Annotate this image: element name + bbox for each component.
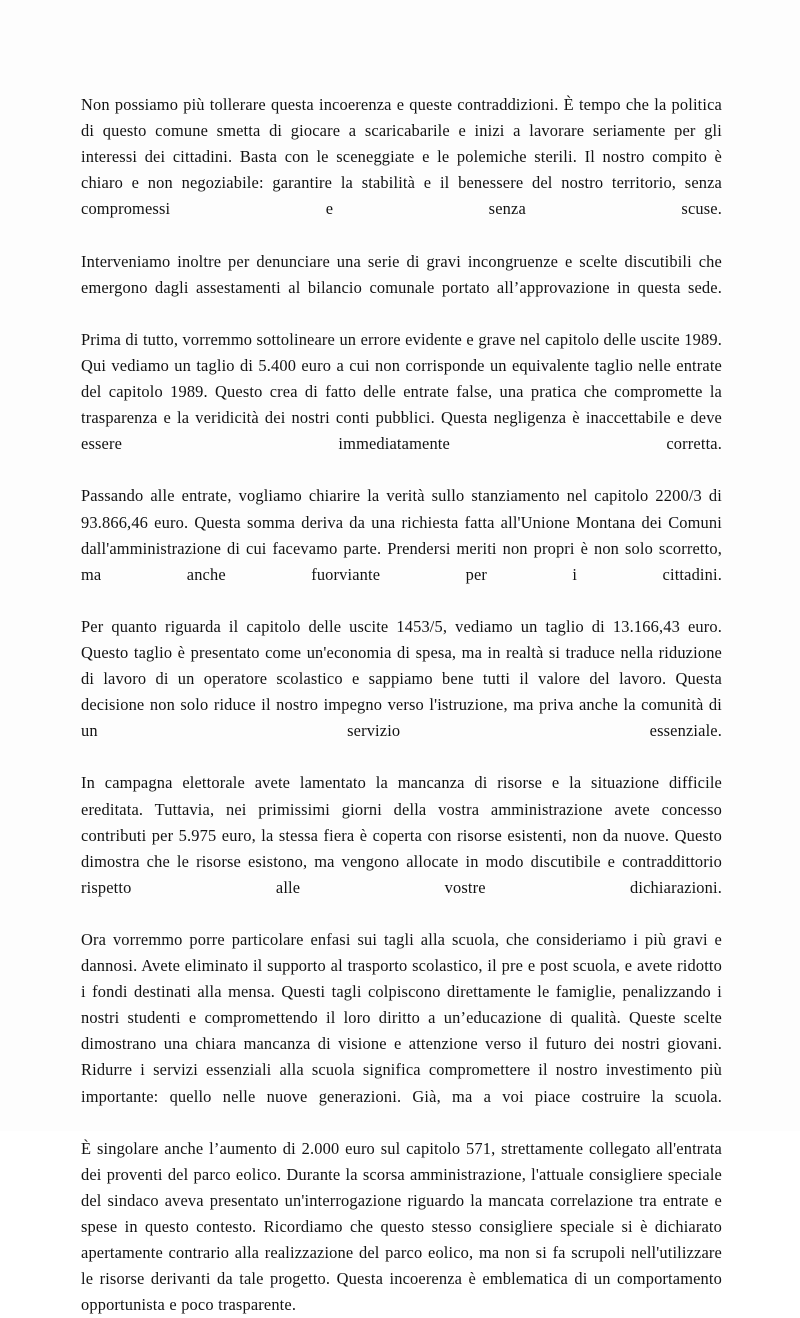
paragraph-4: Passando alle entrate, vogliamo chiarire la verità sullo stanziamento nel capitolo 2200/3 di 93.866,46 euro. Questa somma deriva da una richiesta fatta all'Unione Montana dei Comuni dall'amministrazione di cui facevamo parte. Prendersi meriti non propri è non solo scorretto, ma anche fuorviante per i cittadini. (81, 486, 722, 584)
paragraph-6: In campagna elettorale avete lamentato la mancanza di risorse e la situazione difficile ereditata. Tuttavia, nei primissimi giorni della vostra amministrazione avete concesso contributi per 5.975 euro, la stessa fiera è coperta con risorse esistenti, non da nuove. Questo dimostra che le risorse esistono, ma vengono allocate in modo discutibile e contraddittorio rispetto alle vostre dichiarazioni. (81, 773, 722, 897)
paragraph-8: È singolare anche l’aumento di 2.000 euro sul capitolo 571, strettamente collegato all'entrata dei proventi del parco eolico. Durante la scorsa amministrazione, l'attuale consigliere speciale del sindaco aveva presentato un'interrogazione riguardo la mancata correlazione tra entrate e spese in questo contesto. Ricordiamo che questo stesso consigliere speciale si è dichiarato apertamente contrario alla realizzazione del parco eolico, ma non si fa scrupoli nell'utilizzare le risorse derivanti da tale progetto. Questa incoerenza è emblematica di un comportamento opportunista e poco trasparente. (81, 1138, 722, 1315)
paragraph-3: Prima di tutto, vorremmo sottolineare un errore evidente e grave nel capitolo delle uscite 1989. Qui vediamo un taglio di 5.400 euro a cui non corrisponde un equivalente taglio nelle entrate del capitolo 1989. Questo crea di fatto delle entrate false, una pratica che compromette la trasparenza e la veridicità dei nostri conti pubblici. Questa negligenza è inaccettabile e deve essere immediatamente corretta. (81, 329, 722, 454)
paragraph-5: Per quanto riguarda il capitolo delle uscite 1453/5, vediamo un taglio di 13.166,43 euro. Questo taglio è presentato come un'economia di spesa, ma in realtà si traduce nella riduzione di lavoro di un operatore scolastico e sappiamo bene tutti il valore del lavoro. Questa decisione non solo riduce il nostro impegno verso l'istruzione, ma priva anche la comunità di un servizio essenziale. (81, 616, 722, 741)
document-text-body (81, 92, 722, 1318)
paragraph-2: Interveniamo inoltre per denunciare una serie di gravi incongruenze e scelte discutibili che emergono dagli assestamenti al bilancio comunale portato all’approvazione in questa sede. (81, 251, 722, 297)
paragraph-7: Ora vorremmo porre particolare enfasi sui tagli alla scuola, che consideriamo i più gravi e dannosi. Avete eliminato il supporto al trasporto scolastico, il pre e post scuola, e avete ridotto i fondi destinati alla mensa. Questi tagli colpiscono direttamente le famiglie, penalizzando i nostri studenti e compromettendo il loro diritto a un’educazione di qualità. Queste scelte dimostrano una chiara mancanza di visione e attenzione verso il futuro dei nostri giovani. Ridurre i servizi essenziali alla scuola significa compromettere il nostro investimento più importante: quello nelle nuove generazioni. Già, ma a voi piace costruire la scuola. (81, 930, 722, 1106)
paragraph-1: Non possiamo più tollerare questa incoerenza e queste contraddizioni. È tempo che la politica di questo comune smetta di giocare a scaricabarile e inizi a lavorare seriamente per gli interessi dei cittadini. Basta con le sceneggiate e le polemiche sterili. Il nostro compito è chiaro e non negoziabile: garantire la stabilità e il benessere del nostro territorio, senza compromessi e senza scuse. (81, 95, 722, 219)
